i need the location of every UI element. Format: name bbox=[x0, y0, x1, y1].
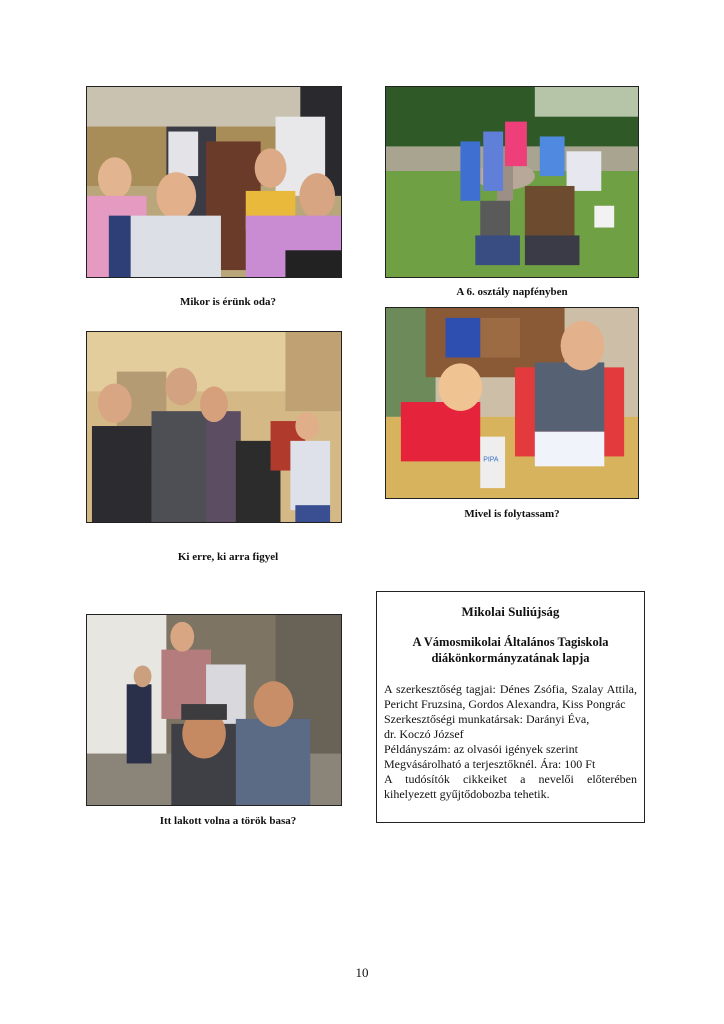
caption-drawing: Mivel is folytassam? bbox=[464, 508, 560, 520]
box-line-staff: Szerkesztőségi munkatársak: Darányi Éva, bbox=[384, 712, 590, 726]
box-subtitle-line2: diákönkormányzatának lapja bbox=[431, 651, 590, 665]
box-line-price: Megvásárolható a terjesztőknél. Ára: 100 Ft bbox=[384, 757, 596, 771]
page-number: 10 bbox=[355, 965, 369, 980]
box-subtitle bbox=[384, 634, 637, 666]
caption-tower: Itt lakott volna a török basa? bbox=[159, 815, 297, 827]
caption-sunshine: A 6. osztály napfényben bbox=[456, 286, 568, 298]
photo-drawing bbox=[385, 307, 639, 499]
box-line-editors: A szerkesztőség tagjai: Dénes Zsófia, Szalay Attila, Pericht Fruzsina, Gordos Alexandra, Kiss Pongrác bbox=[384, 682, 637, 711]
box-title: Mikolai Suliújság bbox=[461, 604, 560, 619]
box-line-copies: Példányszám: az olvasói igények szerint bbox=[384, 742, 578, 756]
bus-photo-image bbox=[87, 87, 341, 277]
box-details bbox=[384, 682, 637, 802]
drawing-photo-image bbox=[386, 308, 638, 498]
caption-bus: Mikor is érünk oda? bbox=[179, 296, 277, 308]
newspaper-info-box bbox=[376, 591, 645, 823]
museum-photo-image bbox=[87, 332, 341, 522]
mug-label: PIPA bbox=[483, 456, 499, 464]
caption-museum: Ki erre, ki arra figyel bbox=[177, 551, 279, 563]
photo-bus bbox=[86, 86, 342, 278]
photo-sunshine bbox=[385, 86, 639, 278]
box-line-submission: A tudósítók cikkeiket a nevelői előterében kihelyezett gyűjtődobozba tehetik. bbox=[384, 772, 637, 801]
box-line-staff2: dr. Koczó József bbox=[384, 727, 464, 741]
sunshine-photo-image bbox=[386, 87, 638, 277]
box-subtitle-line1: A Vámosmikolai Általános Tagiskola bbox=[412, 635, 609, 649]
photo-tower bbox=[86, 614, 342, 806]
photo-museum bbox=[86, 331, 342, 523]
tower-photo-image bbox=[87, 615, 341, 805]
